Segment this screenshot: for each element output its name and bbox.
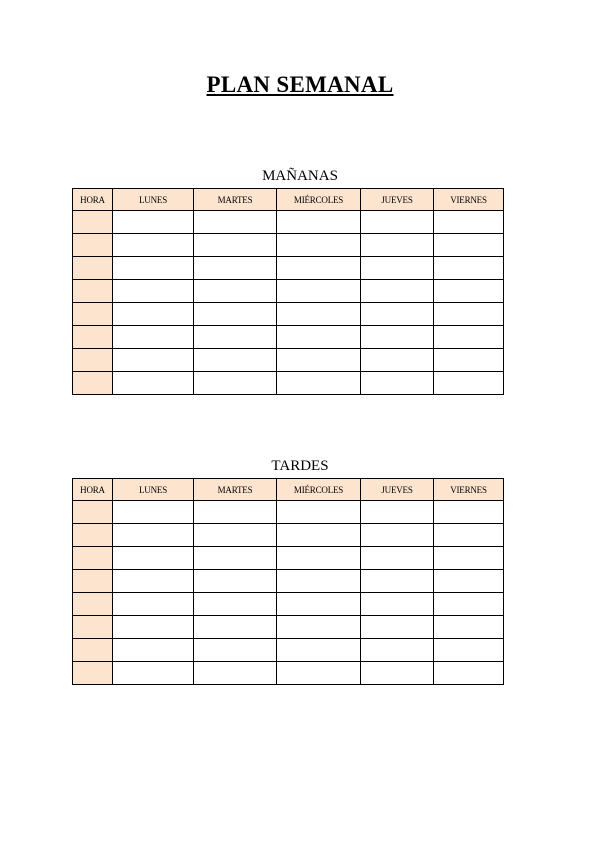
header-lunes: LUNES [113, 479, 194, 501]
schedule-cell[interactable] [361, 349, 434, 372]
schedule-cell[interactable] [194, 639, 277, 662]
table-row [73, 524, 504, 547]
table-header-row [73, 189, 504, 211]
schedule-cell[interactable] [113, 372, 194, 395]
hour-cell[interactable] [73, 662, 113, 685]
hour-cell[interactable] [73, 570, 113, 593]
table-row [73, 570, 504, 593]
hour-cell[interactable] [73, 547, 113, 570]
schedule-cell[interactable] [277, 257, 361, 280]
schedule-cell[interactable] [434, 570, 504, 593]
schedule-cell[interactable] [434, 257, 504, 280]
schedule-cell[interactable] [434, 372, 504, 395]
page-title: PLAN SEMANAL [206, 72, 394, 97]
schedule-cell[interactable] [361, 662, 434, 685]
schedule-cell[interactable] [434, 234, 504, 257]
table-row [73, 303, 504, 326]
schedule-cell[interactable] [361, 280, 434, 303]
schedule-cell[interactable] [277, 662, 361, 685]
schedule-cell[interactable] [434, 547, 504, 570]
hour-cell[interactable] [73, 372, 113, 395]
hour-cell[interactable] [73, 639, 113, 662]
hour-cell[interactable] [73, 280, 113, 303]
schedule-cell[interactable] [277, 234, 361, 257]
schedule-cell[interactable] [194, 257, 277, 280]
header-jueves: JUEVES [361, 189, 434, 211]
schedule-cell[interactable] [113, 547, 194, 570]
schedule-cell[interactable] [434, 303, 504, 326]
schedule-cell[interactable] [113, 211, 194, 234]
hour-cell[interactable] [73, 524, 113, 547]
afternoon-section-title: TARDES [271, 458, 329, 474]
schedule-cell[interactable] [113, 234, 194, 257]
schedule-cell[interactable] [277, 593, 361, 616]
schedule-cell[interactable] [361, 593, 434, 616]
schedule-cell[interactable] [361, 524, 434, 547]
hour-cell[interactable] [73, 349, 113, 372]
schedule-cell[interactable] [194, 593, 277, 616]
table-row [73, 257, 504, 280]
hour-cell[interactable] [73, 303, 113, 326]
schedule-cell[interactable] [194, 372, 277, 395]
hour-cell[interactable] [73, 211, 113, 234]
schedule-cell[interactable] [361, 616, 434, 639]
schedule-cell[interactable] [434, 616, 504, 639]
schedule-cell[interactable] [277, 570, 361, 593]
schedule-cell[interactable] [113, 257, 194, 280]
schedule-cell[interactable] [113, 570, 194, 593]
schedule-cell[interactable] [194, 524, 277, 547]
schedule-cell[interactable] [277, 211, 361, 234]
schedule-cell[interactable] [361, 234, 434, 257]
afternoon-schedule-table [72, 478, 504, 685]
schedule-cell[interactable] [361, 372, 434, 395]
schedule-cell[interactable] [194, 570, 277, 593]
table-row [73, 234, 504, 257]
schedule-cell[interactable] [113, 524, 194, 547]
schedule-cell[interactable] [113, 616, 194, 639]
schedule-cell[interactable] [434, 326, 504, 349]
schedule-cell[interactable] [277, 303, 361, 326]
table-row [73, 616, 504, 639]
schedule-cell[interactable] [113, 349, 194, 372]
schedule-cell[interactable] [277, 616, 361, 639]
schedule-cell[interactable] [361, 501, 434, 524]
schedule-cell[interactable] [434, 211, 504, 234]
schedule-cell[interactable] [113, 639, 194, 662]
morning-schedule-table [72, 188, 504, 395]
schedule-cell[interactable] [277, 280, 361, 303]
table-row [73, 211, 504, 234]
hour-cell[interactable] [73, 593, 113, 616]
header-jueves: JUEVES [361, 479, 434, 501]
schedule-cell[interactable] [361, 570, 434, 593]
schedule-cell[interactable] [277, 372, 361, 395]
schedule-cell[interactable] [434, 639, 504, 662]
schedule-cell[interactable] [277, 326, 361, 349]
header-hora: HORA [73, 479, 113, 501]
table-row [73, 662, 504, 685]
header-hora: HORA [73, 189, 113, 211]
schedule-cell[interactable] [277, 501, 361, 524]
schedule-cell[interactable] [194, 303, 277, 326]
header-miercoles: MIÉRCOLES [277, 189, 361, 211]
schedule-cell[interactable] [194, 234, 277, 257]
schedule-cell[interactable] [194, 547, 277, 570]
schedule-cell[interactable] [361, 303, 434, 326]
schedule-cell[interactable] [194, 349, 277, 372]
header-miercoles: MIÉRCOLES [277, 479, 361, 501]
schedule-cell[interactable] [277, 547, 361, 570]
table-row [73, 639, 504, 662]
schedule-cell[interactable] [361, 547, 434, 570]
schedule-cell[interactable] [434, 662, 504, 685]
schedule-cell[interactable] [277, 349, 361, 372]
header-viernes: VIERNES [434, 479, 504, 501]
schedule-cell[interactable] [194, 280, 277, 303]
header-viernes: VIERNES [434, 189, 504, 211]
schedule-cell[interactable] [434, 524, 504, 547]
schedule-cell[interactable] [194, 326, 277, 349]
table-header-row [73, 479, 504, 501]
schedule-cell[interactable] [361, 257, 434, 280]
schedule-cell[interactable] [194, 616, 277, 639]
schedule-cell[interactable] [194, 501, 277, 524]
schedule-cell[interactable] [113, 303, 194, 326]
hour-cell[interactable] [73, 234, 113, 257]
schedule-cell[interactable] [361, 326, 434, 349]
header-martes: MARTES [194, 479, 277, 501]
schedule-cell[interactable] [194, 211, 277, 234]
schedule-cell[interactable] [434, 280, 504, 303]
table-row [73, 280, 504, 303]
schedule-cell[interactable] [277, 639, 361, 662]
schedule-cell[interactable] [434, 593, 504, 616]
schedule-cell[interactable] [113, 280, 194, 303]
schedule-cell[interactable] [113, 662, 194, 685]
schedule-cell[interactable] [277, 524, 361, 547]
schedule-cell[interactable] [113, 501, 194, 524]
table-row [73, 593, 504, 616]
morning-section-title: MAÑANAS [262, 168, 338, 184]
schedule-cell[interactable] [434, 349, 504, 372]
table-row [73, 326, 504, 349]
table-row [73, 349, 504, 372]
hour-cell[interactable] [73, 257, 113, 280]
schedule-cell[interactable] [194, 662, 277, 685]
schedule-cell[interactable] [361, 639, 434, 662]
schedule-cell[interactable] [361, 211, 434, 234]
schedule-cell[interactable] [113, 593, 194, 616]
table-row [73, 501, 504, 524]
hour-cell[interactable] [73, 326, 113, 349]
schedule-cell[interactable] [113, 326, 194, 349]
hour-cell[interactable] [73, 616, 113, 639]
hour-cell[interactable] [73, 501, 113, 524]
header-martes: MARTES [194, 189, 277, 211]
schedule-cell[interactable] [434, 501, 504, 524]
table-row [73, 372, 504, 395]
table-row [73, 547, 504, 570]
header-lunes: LUNES [113, 189, 194, 211]
